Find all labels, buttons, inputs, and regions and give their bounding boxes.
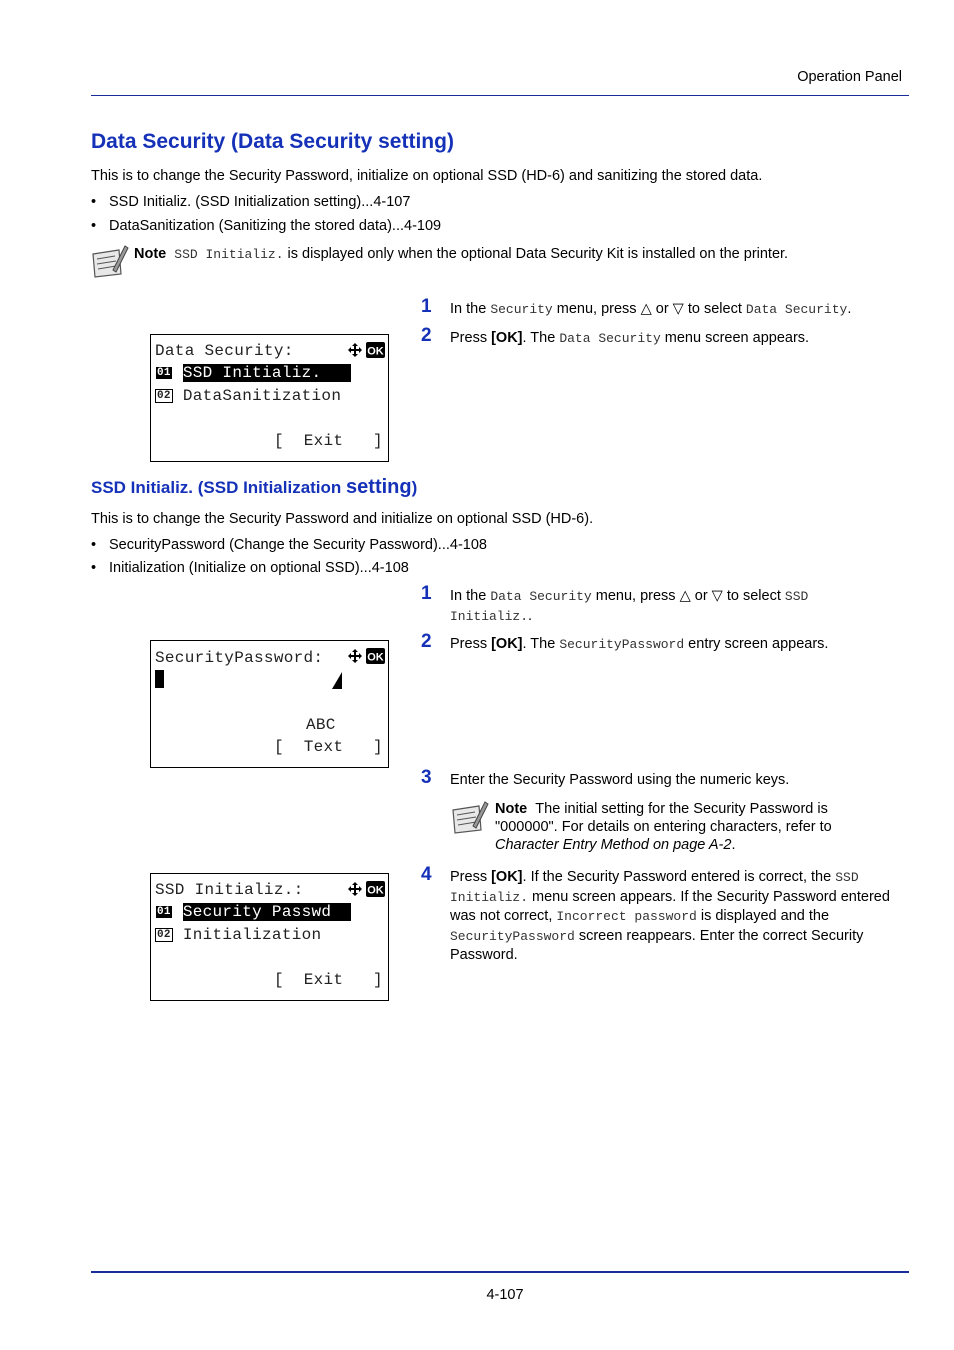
svg-text:OK: OK <box>367 345 384 358</box>
lcd-item: 02 Initialization <box>157 926 322 944</box>
page-number: 4-107 <box>486 1287 524 1303</box>
list-item: • Initialization (Initialize on optional SSD)...4-108 <box>91 560 409 576</box>
note-text: Note SSD Initializ. is displayed only when the optional Data Security Kit is installed on the printer. <box>134 246 789 262</box>
footer-rule <box>91 1271 909 1273</box>
text-cursor <box>155 670 164 688</box>
step-number: 1 <box>421 583 432 604</box>
lcd-input-mode: ABC <box>306 716 336 734</box>
header-rule <box>91 95 909 96</box>
lcd-title: SSD Initializ.: <box>155 881 304 899</box>
step-number: 2 <box>421 325 432 346</box>
lcd-footer: [ Exit ] <box>274 432 383 450</box>
step-text: In the Security menu, press △ or ▽ to select Data Security. <box>450 301 852 317</box>
lcd-screen-ssd-initializ <box>150 873 389 1001</box>
ok-icon <box>348 342 386 358</box>
step-number: 4 <box>421 864 432 885</box>
list-item: • SSD Initializ. (SSD Initialization setting)...4-107 <box>91 194 411 210</box>
list-item: • DataSanitization (Sanitizing the stored data)...4-109 <box>91 218 442 234</box>
note-text: Note The initial setting for the Security Password is "000000". For details on entering characters, refer to Character Entry Method on page A-2. <box>495 801 832 853</box>
step-number: 2 <box>421 631 432 652</box>
step-text: Press [OK]. The Data Security menu screen appears. <box>450 330 810 346</box>
intro-text: This is to change the Security Password, initialize on optional SSD (HD-6) and sanitizing the stored data. <box>91 168 763 184</box>
page-title: Data Security (Data Security setting) <box>91 130 454 153</box>
note-icon <box>91 244 129 278</box>
step-text: Press [OK]. The SecurityPassword entry screen appears. <box>450 636 829 652</box>
lcd-footer: [ Text ] <box>274 738 383 756</box>
svg-text:OK: OK <box>367 651 384 664</box>
step-text: Press [OK]. If the Security Password entered is correct, the SSD Initializ. menu screen appears. If the Security Password entered was not correct, Incorrect password is displayed and the SecurityPassword screen reappears. Enter the correct Security Password. <box>450 869 890 963</box>
step-number: 3 <box>421 767 432 788</box>
list-item: • SecurityPassword (Change the Security Password)...4-108 <box>91 537 487 553</box>
lcd-selected-item: 01 Security Passwd <box>155 903 351 921</box>
lcd-screen-security-password <box>150 640 389 768</box>
running-header: Operation Panel <box>797 69 902 85</box>
lcd-title: SecurityPassword: <box>155 649 324 667</box>
step-text: In the Data Security menu, press △ or ▽ to select SSD Initializ.. <box>450 588 809 624</box>
note-icon <box>451 800 489 834</box>
ok-icon <box>348 648 386 664</box>
ok-icon <box>348 881 386 897</box>
lcd-title: Data Security: <box>155 342 294 360</box>
intro2-text: This is to change the Security Password and initialize on optional SSD (HD-6). <box>91 511 594 527</box>
lcd-screen-data-security <box>150 334 389 462</box>
lcd-item: 02 DataSanitization <box>157 387 342 405</box>
svg-text:OK: OK <box>367 884 384 897</box>
section-subtitle: SSD Initializ. (SSD Initialization setting) <box>91 476 418 498</box>
step-number: 1 <box>421 296 432 317</box>
lcd-selected-item: 01 SSD Initializ. <box>155 364 351 382</box>
signal-triangle-icon <box>332 672 342 689</box>
lcd-footer: [ Exit ] <box>274 971 383 989</box>
step-text: Enter the Security Password using the numeric keys. <box>450 772 790 788</box>
